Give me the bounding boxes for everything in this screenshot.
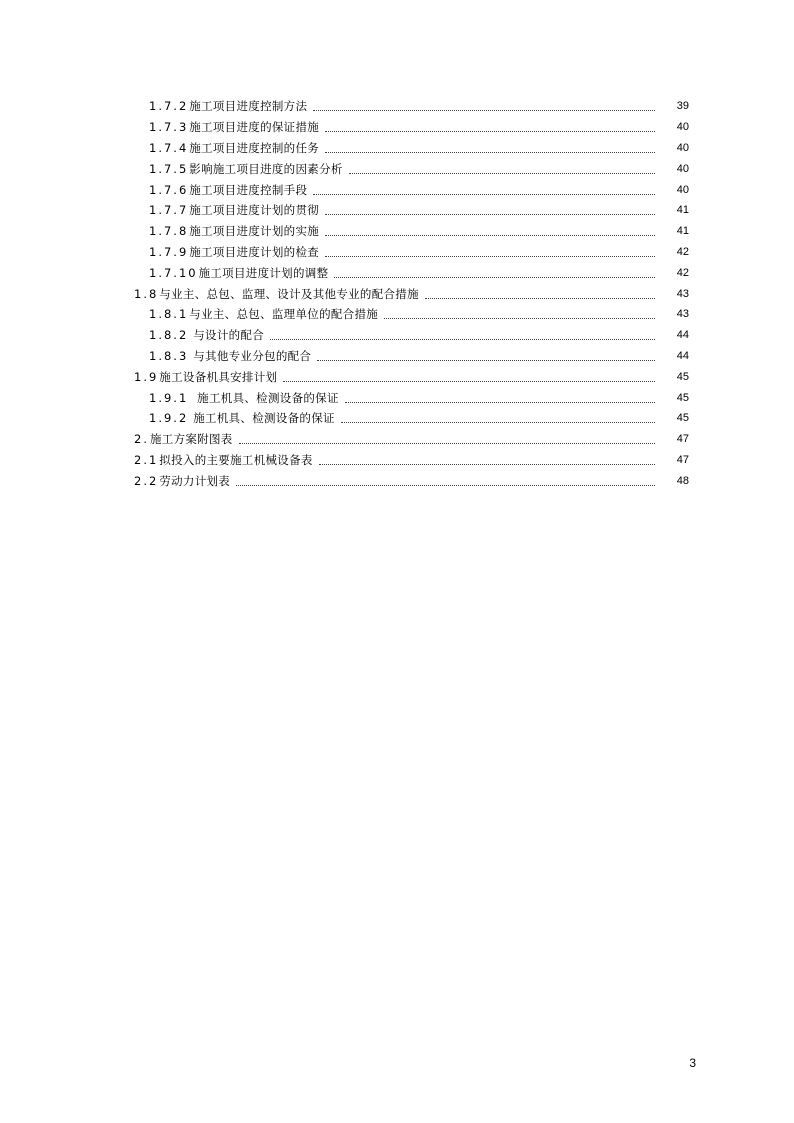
toc-leader	[325, 205, 655, 215]
toc-entry-page: 43	[676, 308, 689, 321]
toc-entry-2-2[interactable]	[0, 470, 794, 491]
toc-entry-page: 40	[676, 121, 689, 134]
toc-leader	[317, 351, 655, 361]
toc-entry-title: 施工项目进度控制方法	[189, 99, 308, 114]
toc-entry-title: 与业主、总包、监理、设计及其他专业的配合措施	[159, 286, 419, 301]
toc-entry-title: 施工项目进度控制手段	[189, 182, 308, 197]
toc-entry-title: 施工设备机具安排计划	[159, 369, 278, 384]
toc-entry-title: 施工项目进度的保证措施	[189, 120, 320, 135]
toc-entry-page: 47	[676, 433, 689, 446]
toc-entry-number: 1.8	[134, 286, 159, 301]
toc-entry-title: 施工方案附图表	[149, 432, 233, 447]
toc-leader	[349, 164, 655, 174]
toc-entry-1-9-2[interactable]	[0, 408, 794, 429]
toc-entry-page: 40	[676, 141, 689, 154]
toc-leader	[239, 434, 655, 444]
toc-leader	[236, 476, 655, 486]
toc-leader	[325, 226, 655, 236]
toc-leader	[325, 247, 655, 257]
toc-entry-number: 1.7.3	[149, 120, 189, 135]
toc-leader	[384, 309, 655, 319]
toc-entry-1-7-4[interactable]	[0, 138, 794, 159]
toc-entry-1-9-1[interactable]	[0, 387, 794, 408]
toc-entry-number: 1.7.4	[149, 140, 189, 155]
toc-leader	[270, 330, 655, 340]
toc-entry-1-7-7[interactable]	[0, 200, 794, 221]
toc-entry-page: 42	[676, 266, 689, 279]
toc-entry-number: 1.7.9	[149, 244, 189, 259]
toc-entry-page: 40	[676, 162, 689, 175]
toc-entry-title: 施工项目进度控制的任务	[189, 140, 320, 155]
toc-entry-page: 44	[676, 329, 689, 342]
toc-entry-number: 2.1	[134, 452, 159, 467]
toc-entry-page: 44	[676, 349, 689, 362]
toc-entry-1-7-10[interactable]	[0, 262, 794, 283]
toc-entry-1-7-3[interactable]	[0, 117, 794, 138]
toc-entry-title: 施工机具、检测设备的保证	[189, 390, 339, 405]
toc-entry-page: 42	[676, 245, 689, 258]
page-number: 3	[689, 1056, 696, 1070]
toc-entry-title: 施工项目进度计划的贯彻	[189, 203, 320, 218]
toc-entry-title: 劳动力计划表	[159, 473, 231, 488]
toc-entry-number: 1.7.2	[149, 99, 189, 114]
toc-entry-number: 1.8.1	[149, 307, 189, 322]
toc-leader	[313, 101, 655, 111]
toc-entry-title: 施工机具、检测设备的保证	[189, 411, 335, 426]
toc-entry-page: 45	[676, 370, 689, 383]
toc-entry-1-7-6[interactable]	[0, 179, 794, 200]
toc-entry-title: 与业主、总包、监理单位的配合措施	[189, 307, 379, 322]
toc-entry-page: 40	[676, 183, 689, 196]
toc-entry-page: 41	[676, 225, 689, 238]
toc-leader	[325, 122, 655, 132]
toc-entry-number: 2.2	[134, 473, 159, 488]
toc-entry-number: 1.7.5	[149, 161, 189, 176]
table-of-contents	[0, 96, 794, 491]
toc-entry-number: 1.7.7	[149, 203, 189, 218]
toc-leader	[345, 393, 655, 403]
toc-entry-number: 1.7.6	[149, 182, 189, 197]
toc-entry-2-1[interactable]	[0, 450, 794, 471]
toc-entry-title: 施工项目进度计划的检查	[189, 244, 320, 259]
toc-entry-number: 1.9	[134, 369, 159, 384]
toc-entry-number: 1.7.10	[149, 265, 198, 280]
toc-entry-number: 1.8.3	[149, 348, 189, 363]
toc-entry-title: 与设计的配合	[189, 328, 265, 343]
toc-leader	[319, 455, 655, 465]
toc-leader	[325, 143, 655, 153]
toc-entry-1-7-9[interactable]	[0, 242, 794, 263]
toc-entry-1-7-5[interactable]	[0, 158, 794, 179]
toc-entry-1-7-8[interactable]	[0, 221, 794, 242]
toc-entry-1-7-2[interactable]	[0, 96, 794, 117]
toc-entry-page: 48	[676, 474, 689, 487]
toc-entry-title: 拟投入的主要施工机械设备表	[159, 452, 313, 467]
toc-leader	[341, 413, 655, 423]
toc-leader	[425, 289, 655, 299]
toc-entry-1-8-2[interactable]	[0, 325, 794, 346]
toc-entry-page: 45	[676, 412, 689, 425]
toc-entry-page: 47	[676, 453, 689, 466]
toc-entry-title: 影响施工项目进度的因素分析	[189, 161, 343, 176]
toc-entry-1-8-1[interactable]	[0, 304, 794, 325]
toc-leader	[283, 372, 655, 382]
toc-entry-title: 施工项目进度计划的实施	[189, 224, 320, 239]
toc-entry-page: 39	[676, 100, 689, 113]
toc-entry-page: 41	[676, 204, 689, 217]
toc-entry-number: 2.	[134, 432, 149, 447]
toc-entry-2[interactable]	[0, 429, 794, 450]
toc-entry-number: 1.7.8	[149, 224, 189, 239]
toc-entry-number: 1.9.1	[149, 390, 189, 405]
toc-leader	[334, 268, 655, 278]
toc-entry-title: 与其他专业分包的配合	[189, 348, 312, 363]
toc-entry-page: 45	[676, 391, 689, 404]
toc-entry-page: 43	[676, 287, 689, 300]
toc-entry-title: 施工项目进度计划的调整	[198, 265, 329, 280]
toc-entry-1-8-3[interactable]	[0, 346, 794, 367]
toc-entry-number: 1.8.2	[149, 328, 189, 343]
toc-entry-1-9[interactable]	[0, 366, 794, 387]
toc-entry-number: 1.9.2	[149, 411, 189, 426]
toc-entry-1-8[interactable]	[0, 283, 794, 304]
toc-leader	[313, 185, 655, 195]
